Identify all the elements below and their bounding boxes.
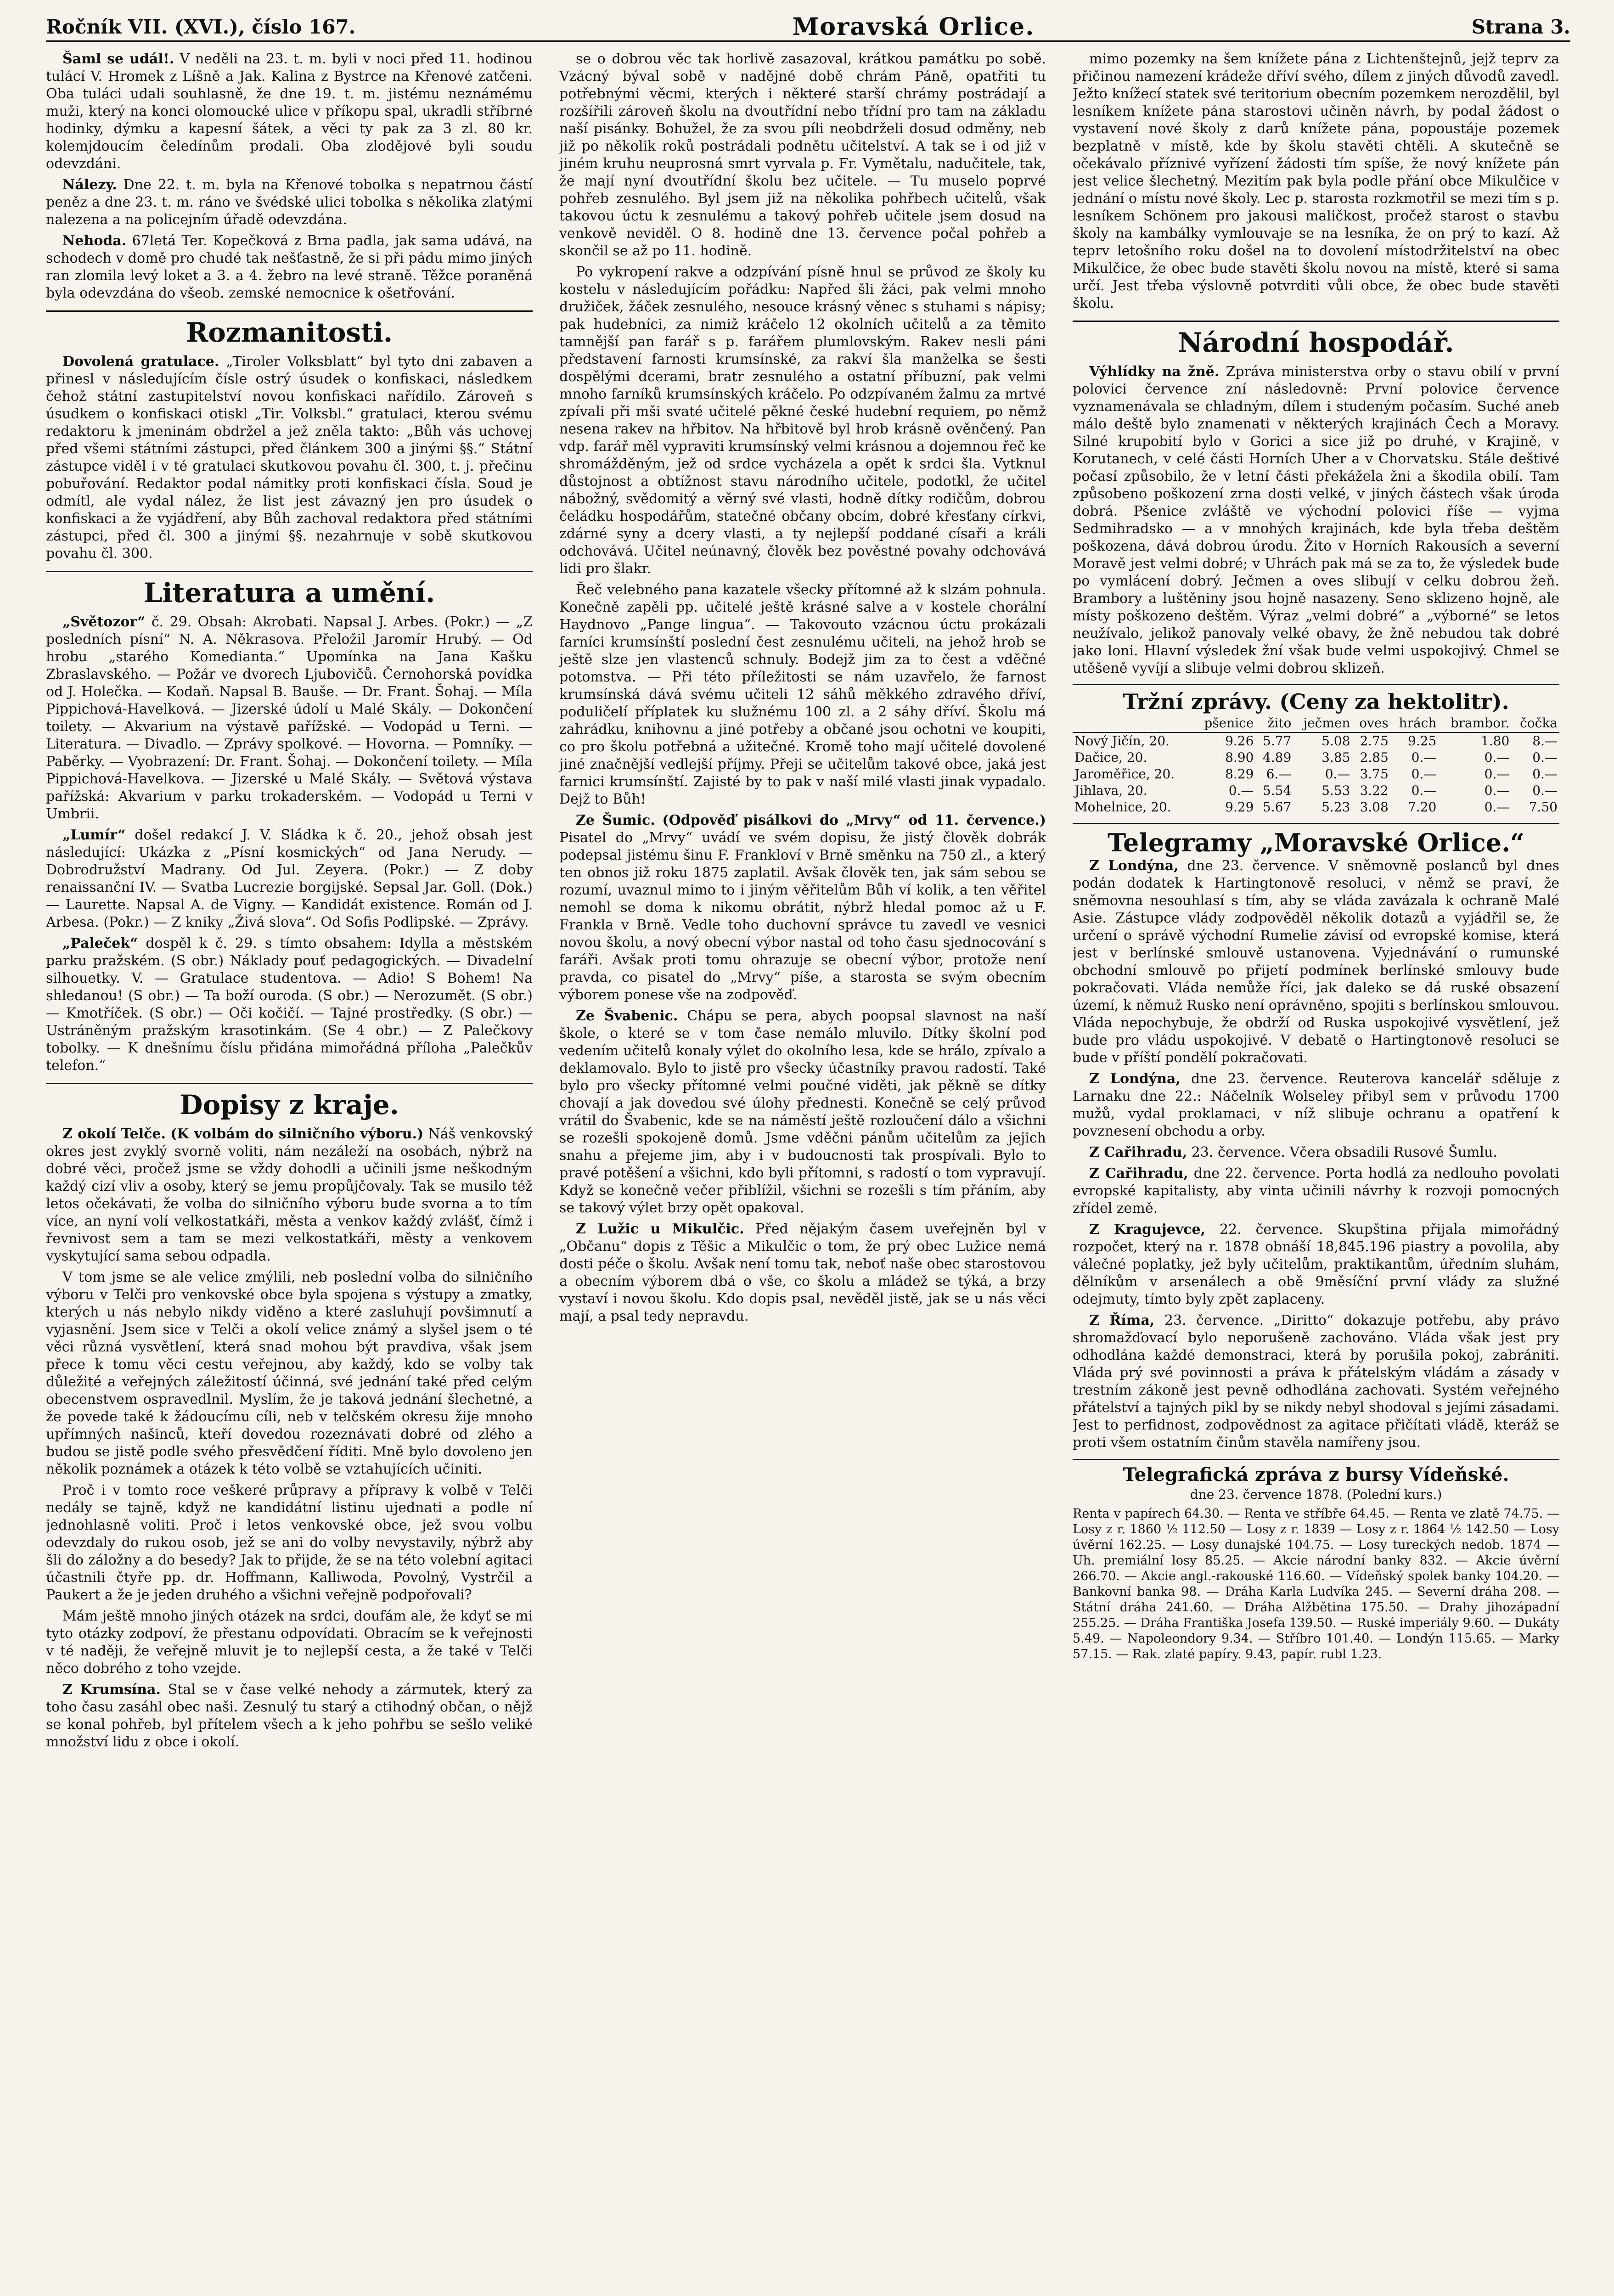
section-heading-rozmanitosti: Rozmanitosti. <box>46 310 533 349</box>
table-row: Jaroměřice, 20. 8.29 6.— 0.— 3.75 0.— 0.— 0.— <box>1074 766 1558 782</box>
telegram-item: Z Kragujevce, 22. července. Skupština přijala mimořádný rozpočet, který na r. 1878 obnáší 18,845.196 piastry a povolila, aby válečné poplatky, jež byly učitelům, praktikantům, úředním sluhám, dělníkům v arsenálech a obě 9měsíční první vlády za služné odejmuty, tímto byly zpět zaplaceny. <box>1073 1221 1559 1307</box>
table-row: Dačice, 20. 8.90 4.89 3.85 2.85 0.— 0.— 0.— <box>1074 750 1558 765</box>
column-1 <box>46 51 533 2296</box>
section-heading-dopisy: Dopisy z kraje. <box>46 1083 533 1121</box>
market-prices-table <box>1073 715 1559 816</box>
section-heading-narodni-hospodar: Národní hospodář. <box>1073 321 1559 359</box>
article-lumir: „Lumír“ došel redakcí J. V. Sládka k č. 20., jehož obsah jest následující: Ukázka z „Písní kosmických“ od Jana Nerudy. — Dobrodružství Madrany. Od Jul. Zeyera. (Pokr.) — Z doby renaissanční IV. — Svatba Lucrezie borgijské. Sepsal Jar. Goll. (Dok.) — Laurette. Napsal A. de Vigny. — Kandidát existence. Román od J. Arbesa. (Pokr.) — Z kniky „Živá slova“. Od Sofis Podlipské. — Zprávy. <box>46 827 533 930</box>
market-prices-heading: Tržní zprávy. (Ceny za hektolitr). <box>1073 684 1559 715</box>
article-luzice: Z Lužic u Mikulčic. Před nějakým časem uveřejněn byl v „Občanu“ dopis z Těšic a Mikulčic o tom, že prý obec Lužice nemá dosti péče o školu. Avšak není tomu tak, neboť naše obec starostovou a obecním výborem dbá o vše, co školu a mládež se týká, a brzy vystaví i novou školu. Kdo dopis psal, nevěděl jistě, jak se u nás věci mají, a psal tedy nepravdu. <box>559 1221 1046 1324</box>
telegram-item: Z Cařihradu, 23. července. Včera obsadili Rusové Šumlu. <box>1089 1144 1497 1160</box>
article-krumsin-cont-1: se o dobrou věc tak horlivě zasazoval, krátkou památku po sobě. Vzácný býval sobě v nadějné době chrám Páně, opatřiti tu potřebnými věcmi, kterých i některé starší chrámy postrádají a rozšířili zároveň školu na dvoutřídní nebo třídní pro tam na základu naší pisánky. Bohužel, že za svou píli neobdrželi dosud odměny, neb již po několik roků postrádali podnětu učitelství. A tak se i od již v jiném kruhu neuprosná smrt vyrvala p. Fr. Vymětalu, nadučitele, tak, že mají nyní dvoutřídní školu bez učitele. — Tu muselo poprvé pohřeb zesnulého. Byl jsem již na několika pohřbech učitelů, však takovou úctu k zesnulému a takový pohřeb učitele jsem dosud na venkově neviděl. O 8. hodině dne 13. července počal pohřeb a skončil se až po 11. hodině. <box>559 51 1046 259</box>
article-telc: Z okolí Telče. (K volbám do silničního výboru.) Náš venkovský okres jest zvyklý svorně voliti, nám nezáleží na osobách, nýbrž na dobré věci, pročež jsme se vždy dohodli a učinili jsme neškodným každý cizí vliv a osoby, který se jemu propůjčovaly. Tak se musilo též letos očekávati, že volba do silničního výboru bude svorna a to tím více, an nyní volí velkostatkáři, města a venkov každý zvlášť, čímž i řevnivost sem a tam se mezi velkostatkáři, městy a venkovem vyskytující sama sebou odpadla. <box>46 1126 533 1264</box>
paper-title: Moravská Orlice. <box>792 12 1035 41</box>
section-heading-telegramy: Telegramy „Moravské Orlice.“ <box>1073 823 1559 857</box>
article-telc-p2: V tom jsme se ale velice zmýlili, neb poslední volba do silničního výboru v Telči pro venkovské obce byla spojena s výstupy a zmatky, kterých u nás nebylo nikdy viděno a které zasluhují povšimnutí a vyjasnění. Jsem sice v Telči a okolí velice známý a slyšel jsem o té věci různá vysvětlení, která snad mohou být pravdiva, však jsem přece k tomu věci cestu veřejnou, aby každý, kdo se volby tak důležité a veřejných záležitostí účinná, své jednání také před celým obecenstvem ospravedlnil. Myslím, že je taková jednání šlechetné, a že povede také k žádoucímu cíli, neb v telčském okresu žije mnoho upřímných našinců, kteří dovedou rozeznávati dobré od zlého a budou se jistě podle svého přesvědčení říditi. Mně bylo dovoleno jen několik poznámek a otázek k této volbě se vztahujících učiniti. <box>46 1269 533 1477</box>
page-number: Strana 3. <box>1471 15 1570 38</box>
section-heading-bourse: Telegrafická zpráva z bursy Vídeňské. <box>1073 1459 1559 1486</box>
telegram-item: Z Cařihradu, dne 22. července. Porta hodlá za nedlouho povolati evropské kapitalisty, aby vinta učinili návrhy k rozvoji pomocných zřídel země. <box>1073 1165 1559 1216</box>
article-telc-p3: Proč i v tomto roce veškeré průpravy a přípravy k volbě v Telči nedály se tajně, když ne kandidátní listinu ujednati a podle ní jednohlasně voliti. Proč i letos venkovské obce, jež svou volbu odevzdaly do rukou osob, jež se ani do volby nevystavily, nýbrž aby šli do záložny a do besedy? Jak to přijde, že se na této volební agitaci účastnili čtyře pp. dr. Hoffmann, Kalliwoda, Povolný, Vystrčil a Paukert a že je jeden druhého a všichni veřejně podpořovali? <box>46 1482 533 1603</box>
telegram-item: Z Londýna, dne 23. července. Reuterova kancelář sděluje z Larnaku dne 22.: Náčelník Wolseley přibyl sem v průvodu 1700 mužů, vydal proklamaci, v níž slibuje ochranu a opatření k povznesení obchodu a orby. <box>1073 1071 1559 1139</box>
bourse-date: dne 23. července 1878. (Polední kurs.) <box>1190 1487 1442 1502</box>
table-row: Jihlava, 20. 0.— 5.54 5.53 3.22 0.— 0.— 0.— <box>1074 783 1558 798</box>
article-vyhlidky: Výhlídky na žně. Zpráva ministerstva orby o stavu obilí v první polovici července zní následovně: První polovice července vyznamenávala se chladným, dílem i studeným počasím. Suché aneb málo deště bylo znamenati v některých krajinách Čech a Moravy. Silné krupobití bylo v Gorici a sice již po druhé, v Krajině, v Korutanech, v celé části Horních Uher a v Chorvatsku. Stále deštivé počasí způsobilo, že v letní části překážela žni a škodila obilí. Tam způsobeno poškození zrna dosti velké, v jiných částech však úroda dobrá. Pšenice zvláště ve východní polovici říše — vyjma Sedmihradsko — a v mnohých krajinách, kde byla třeba deštěm poškozena, dává dobrou úrodu. Žito v Horních Rakousích a severní Moravě jest velmi dobré; v Uhrách pak má se za to, že výsledek bude po vymlácení dobrý. Ječmen a oves slibují v celku dobrou žeň. Brambory a luštěniny jsou hojně nasazeny. Seno sklizeno hojně, ale místy poškozeno deštěm. Výraz „velmi dobré“ a „výborné“ se letos neužívalo, jelikož panovaly velké obavy, že žně nebudou tak dobré jako loni. Hlavní výsledek žní však bude velmi uspokojivý. Chmel se utěšeně vyvíjí a slibuje velmi dobrou sklizeň. <box>1073 364 1559 676</box>
article-saml: Šaml se udál!. V neděli na 23. t. m. byli v noci před 11. hodinou tulácí V. Hromek z Líšně a Jak. Kalina z Bystrce na Křenové zatčeni. Oba tuláci udali souhlasně, že dne 19. t. m. jistému neznámému muži, který na konci olomoucké ulice v příkopu spal, ukradli stříbrné hodinky, dýmku a kapesní šátek, a věci ty pak za 3 zl. 80 kr. kolemjdoucím čeledínům prodali. Oba zlodějové byli soudu odevzdáni. <box>46 51 533 172</box>
article-nalezy: Nálezy. Dne 22. t. m. byla na Křenové tobolka s nepatrnou částí peněz a dne 23. t. m. ráno ve švédské ulici tobolka s několika zlatými nalezena a na policejním úřadě odevzdána. <box>46 177 533 228</box>
telegram-item: Z Londýna, dne 23. července. V sněmovně poslanců byl dnes podán dodatek k Hartingtonově resoluci, v němž se praví, že sněmovna nesouhlasí s tím, aby se vláda zavázala k ochraně Malé Asie. Zástupce vlády zodpověděl několik dotazů a vyjádřil se, že určení o správě východní Rumelie závisí od evropské komise, která jest v berlínské smlouvě ustanovena. Vyjednávání o rumunské obchodní smlouvě po přijetí podmínek berlínské smlouvy bude pokračovati. Vláda nemůže říci, jak daleko se dá ruské obsazení území, k němuž Rusko není oprávněno, spojiti s berlínskou smlouvou. Vláda nepochybuje, že obdrží od Ruska uspokojivé vysvětlení, jež bude pro vládu uspokojivé. V debatě o Hartingtonově resoluci se bude v příští pondělí pokračovati. <box>1073 858 1559 1066</box>
table-header-row: pšenice žito ječmen oves hrách brambor. čočka <box>1073 715 1559 732</box>
table-row: Nový Jičín, 20. 9.26 5.77 5.08 2.75 9.25 1.80 8.— <box>1074 733 1558 748</box>
article-krumsin: Z Krumsína. Stal se v čase velké nehody a zármutek, který za toho času zasáhl obec naši. Zesnulý tu starý a ctihodný občan, o nějž se konal pohřeb, byl přítelem všech a k jeho pohřbu se sešlo veliké množství lidu z obce i okolí. <box>46 1682 533 1750</box>
article-krumsin-cont-2: Po vykropení rakve a odzpívání písně hnul se průvod ze školy ku kostelu v následujícím pořádku: Napřed šli žáci, pak velmi mnoho družiček, žáček zesnulého, nesouce krásný věnec s stuhami s nápisy; pak hudebníci, za nimiž kráčelo 12 okolních učitelů a za těmito tamnější pan farář s p. farářem plumlovským. Rakev nesli páni představení farnosti krumsínské, za rakví šla manželka se šesti dospělými dcerami, bratr zesnulého a ostatní příbuzní, pak velmi mnoho farníků krumsínských kráčelo. Po odzpívaném žalmu za mrtvé zpívali při mši svaté učitelé pěkné české hudební requiem, po němž nesena rakev na hřbitov. Na hřbitově byl hrob krásně ověnčený. Pan vdp. farář měl vypraviti krumsínský velmi krásnou a dojemnou řeč ke shromážděným, jež od srdce vycházela a opět k srdci šla. Vytknul důstojnost a obtížnost stavu národního učitele, podotkl, že učitel nábožný, svědomitý a věrný své vlasti, hodně dítky rodičům, dobrou čeládku hospodářům, statečné občany obcím, dobré křesťany církvi, zdárné syny a dcery vlasti, a ty nejlepší poddané císaři a králi odchovává. Učitel neúnavný, člověk bez pověstné povahy odchovává lidi pro šlakr. <box>559 264 1046 577</box>
column-3 <box>1073 51 1559 2296</box>
article-nehoda: Nehoda. 67letá Ter. Kopečková z Brna padla, jak sama udává, na schodech v domě pro chudé tak nešťastně, že si při pádu mimo jiných ran zlomila levý loket a 3. a 4. žebro na levé straně. Těžce poraněná byla odevzdána do všeob. zemské nemocnice k ošetřování. <box>46 233 533 301</box>
article-svabenice: Ze Švabenic. Chápu se pera, abych poopsal slavnost na naší škole, o které se v tom čase nemálo mluvilo. Dítky školní pod vedením učitelů konaly výlet do okolního lesa, kde se hrálo, zpívalo a deklamovalo. Bylo to jistě pro všecky účastníky pravou radostí. Také bylo pro všecky přítomné velmi poučné viděti, jak pěkně se dítky chovají a jak dovedou své úlohy přednesti. Konečně se celý průvod vrátil do Švabenic, kde se na náměstí ještě rozloučení dálo a všichni se rozešli spokojeně domů. Jsme vděčni pánům učitelům za jejich snahu a přejeme jim, aby i v budoucnosti tak prospívali. Bylo to pravé potěšení a všichni, kdo byli přítomni, s radostí o tom vypravují. Když se konečně večer přiblížil, všichni se rozešli s tím přáním, aby se takový výlet brzy opět opakoval. <box>559 1008 1046 1216</box>
article-krumsin-cont-3: Řeč velebného pana kazatele všecky přítomné až k slzám pohnula. Konečně zapěli pp. učitelé ještě krásné salve a v kostele chorální Haydnovo „Pange lingua“. — Takovouto vzácnou úctu prokázali farníci krumsínští poslední čest zesnulému učiteli, na jehož hrob se ještě slze jen vlastenců schnuly. Bodejž jim za to čest a vděčné potomstva. — Při této příležitosti se nám uzavřelo, že farnost krumsínská dává svému učiteli 12 sáhů měkkého zdravého dříví, poduličelí příplatek ku služnému 100 zl. a 2 sáhy dříví. Školu má zahrádku, knihovnu a jiné potřeby a občané jsou ochotni ve koupiti, co pro školu potřebná a užitečné. Kromě toho mají učitelé dovolené jiné značnější vedlejší příjmy. Přeji se učitelům takové obce, jaká jest farnici krumsínští. Zajisté by to pak v naší milé vlasti jinak vypadalo. Dejž to Bůh! <box>559 582 1046 807</box>
column-2 <box>559 51 1046 2296</box>
section-heading-literatura: Literatura a umění. <box>46 571 533 609</box>
bourse-quotes: Renta v papírech 64.30. — Renta ve stříbře 64.45. — Renta ve zlatě 74.75. — Losy z r. 1860 ½ 112.50 — Losy z r. 1839 — Losy z r. 1864 ½ 142.50 — Losy úvěrní 162.25. — Losy dunajské 104.75. — Losy tureckých nedob. 1874 — Uh. premiální losy 85.25. — Akcie národní banky 832. — Akcie úvěrní 266.70. — Akcie angl.-rakouské 116.60. — Vídeňský spolek banky 104.20. — Bankovní banka 98. — Dráha Karla Ludvíka 245. — Severní dráha 208. — Státní dráha 241.60. — Dráha Alžbětina 175.50. — Drahy jihozápadní 255.25. — Dráha Františka Josefa 139.50. — Ruské imperiály 9.60. — Dukáty 5.49. — Napoleondory 9.34. — Stříbro 101.40. — Londýn 115.65. — Marky 57.15. — Rak. zlaté papíry. 9.43, papír. rubl 1.23. <box>1073 1507 1559 1661</box>
article-gratulace: Dovolená gratulace. „Tiroler Volksblatt“ byl tyto dni zabaven a přinesl v následujícím čísle ostrý úsudek o konfiskaci, následkem čehož státní zastupitelství novou konfiskaci nařídilo. Zároveň s úsudkem o konfiskaci otiskl „Tir. Volksbl.“ gratulaci, kterou svému redaktoru k jmeninám obdržel a jež zněla takto: „Bůh vás uchovej před všemi státními zástupci, před článkem 300 a jinými §§.“ Státní zástupce viděl i v té gratulaci skutkovou povahu čl. 300, t. j. přečinu pobuřování. Redaktor podal námitky proti konfiskaci čísla. Soud je odmítl, ale vydal nález, že list jest závazný jen pro úsudek o konfiskaci a že vyjádření, aby Bůh zachoval redaktora před státními zástupci, před čl. 300 a jinými §§. nezahrnuje v sobě skutkovou povahu čl. 300. <box>46 354 533 562</box>
masthead <box>46 13 1570 42</box>
article-svetozor: „Světozor“ č. 29. Obsah: Akrobati. Napsal J. Arbes. (Pokr.) — „Z posledních písní“ N. A. Někrasova. Přeložil Jaromír Hrubý. — Od hrobu „starého Komedianta.“ Upomínka na Jana Kašku Zbraslavského. — Požár ve dvorech Ljubovičů. Černohorská povídka od J. Holečka. — Kodaň. Napsal B. Bauše. — Dr. Frant. Šohaj. — Míla Pippichová-Havelková. — Jizerské údolí u Malé Skály. — Dokončení toilety. — Akvarium na výstavě pařížské. — Vodopád u Terni. — Literatura. — Divadlo. — Zprávy spolkové. — Hovorna. — Pomníky. — Paběrky. — Vyobrazení: Dr. Frant. Šohaj. — Dokončení toilety. — Míla Pippichová-Havelkova. — Jizerské u Malé Skály. — Světová výstava pařížská: Akvarium v parku trokaderském. — Vodopád u Terni v Umbrii. <box>46 614 533 822</box>
issue-number: Ročník VII. (XVI.), číslo 167. <box>46 15 356 38</box>
article-sumic: Ze Šumic. (Odpověď pisálkovi do „Mrvy“ od 11. července.) Pisatel do „Mrvy“ uvádí ve svém dopisu, že jistý člověk dobrák podepsal jistému šinu F. Frankloví v Brně směnku na 750 zl., a který ten obnos již roku 1875 zaplatil. Avšak člověk ten, jak sám sebou se rozumí, uvaznul mimo to i jiným věřitelům Bůh ví kolik, a ten věřitel nemohl se doma k nikomu obrátit, nýbrž hledal pomoc až u F. Franklа v Brně. Vedle toho duchovní správce tu zavedl ve vesnici novou školu, a nový obecní výbor nastal od toho času sjednocování s faráři. Avšak proti tomu ohrazuje se obecní výbor, protože není pravda, co pisatel do „Mrvy“ píše, a starosta se svým obecním výborem ponese vše na zodpověď. <box>559 812 1046 1003</box>
article-palecek: „Paleček“ dospěl k č. 29. s tímto obsahem: Idylla a městském parku pražském. (S obr.) Náklady pouť pedagogických. — Divadelní silhouetky. V. — Gratulace studentova. — Adio! S Bohem! Na shledanou! (S obr.) — Ta boží ourodа. (S obr.) — Nerozumět. (S obr.) — Kmotříček. (S obr.) — Oči kočičí. — Tajné prostředky. (S obr.) — Ustráněným pražským krasotinkám. (Se 4 obr.) — Z Palečkovy tobolky. — K dnešnímu číslu přidána mimořádná příloha „Palečkův telefon.“ <box>46 935 533 1074</box>
telegram-item: Z Říma, 23. července. „Diritto“ dokazuje potřebu, aby právo shromažďovací bylo neporušeně zachováno. Vláda však jest pry odhodlána každé demonstraci, která by porušila pokoj, zabrániti. Vláda prý své povinnosti a práva k přátelským vládám a zásady v trestním zákoně jest pevně odhodlána zachovati. Systém veřejného přátelství a tajných pikl by se nikdy nebyl shodoval s jejími zásadami. Jest to perfidnost, zodpovědnost za agitace přičítati vládě, kteráž se proti všem ostatním činům stavěla namířeny jsou. <box>1073 1312 1559 1451</box>
article-telc-p4: Mám ještě mnoho jiných otázek na srdci, doufám ale, že kdyť se mi tyto otázky zodpoví, že přestanu odpovídati. Obracím se k veřejnosti v té naději, že veřejně mluvit je to nejlepší cesta, a že také v Telči něco dobrého z toho vzejde. <box>46 1608 533 1677</box>
table-row: Mohelnice, 20. 9.29 5.67 5.23 3.08 7.20 0.— 7.50 <box>1074 799 1558 815</box>
article-luzice-cont: mimo pozemky na šem knížete pána z Lichtenštejnů, jejž teprv za přičinou namezení krádeže dříví svého, dílem z jiných důvodů zavedl. Ježto knížecí statek své teritorium obecním pozemkem nerozdělil, byl lesníkem knížete pána starostovi učiněn návrh, by podal žádost o vystavení nové školy z darů knížete pána, popoustáje pozemek bezplatně v místě, kde by školu stavěti chtěli. A skutečně se očekávalo příznivé vyřízení žádosti tím spíše, že nový knížete pán jest velice šlechetný. Mezitím pak byla podle přání obce Mikulčice v jednání o místu nové školy. Lec p. starosta rozkmotřil se mezi tím s p. lesníkem Schönem pro jakousi maličkost, pročež starost o stavbu školy na kambálky vymlouvaje se na lesníka, že on prý to kazí. Až teprv letošního roku došel na to dovolení místodržitelství na obec Mikulčice, že obec bude stavěti školu novou na místě, které si sama určí. Jest třeba výslovně potvrditi vůli obce, že obec bude stavěti školu. <box>1073 51 1559 311</box>
